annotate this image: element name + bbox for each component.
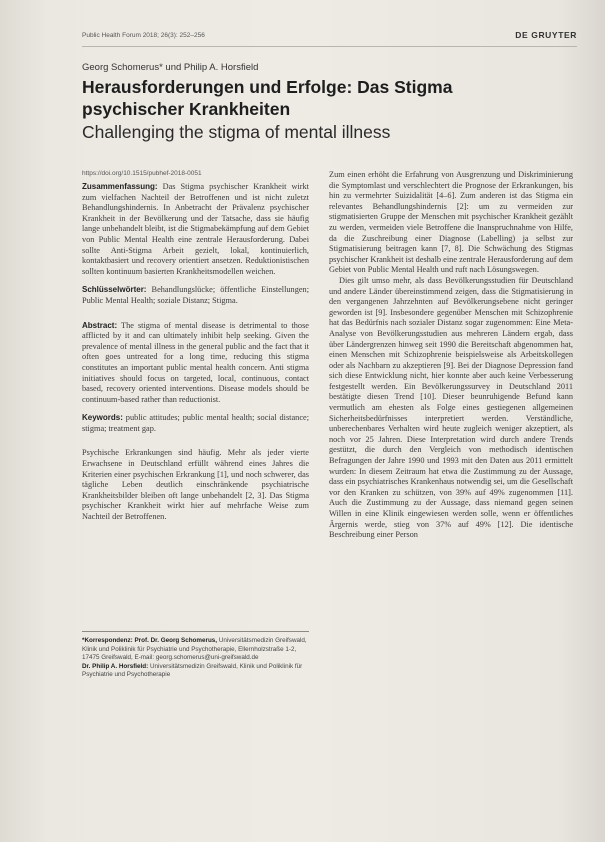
right-column <box>329 170 573 541</box>
zusammenfassung-paragraph <box>82 182 309 277</box>
running-head <box>82 26 577 47</box>
zusammenfassung-label: Zusammenfassung: <box>82 182 158 191</box>
abstract-text: The stigma of mental disease is detrimental to those afflicted by it and can ultimately inhibit help seeking. Given the prevalence of mental illness in the general public and the fact that it often goes untreated for a long time, reducing this stigma constitutes an important public mental health concern. Anti stigma initiatives should focus on targeted, local, continuous, contact based, recovery oriented interventions. Disease models should be continuum-based rather than reductionist. <box>82 320 309 404</box>
schluesselwoerter-label: Schlüsselwörter: <box>82 285 147 295</box>
correspondence-footnote <box>82 631 309 680</box>
abstract-label: Abstract: <box>82 320 118 330</box>
keywords-paragraph <box>82 413 309 434</box>
schluesselwoerter-text: Behandlungslücke; öffentliche Einstellungen; Public Mental Health; soziale Distanz; Stigma. <box>82 285 309 305</box>
correspondence-label: *Korrespondenz: Prof. Dr. Georg Schomerus, <box>82 637 218 644</box>
keywords-text: public attitudes; public mental health; social distance; stigma; treatment gap. <box>82 413 309 433</box>
body-paragraph-1: Zum einen erhöht die Erfahrung von Ausgrenzung und Diskriminierung die Symptomlast und verschlechtert die Prognose der Erkrankungen, bis hin zu vermehrter Suizidalität [4–6]. Zum anderen ist das Stigma ein relevantes Behandlungshindernis [2]: um zu vermeiden zur stigmatisierten Gruppe der Menschen mit psychischer Krankheit gezählt zu werden, vermeiden viele Betroffene die Inanspruchnahme von Hilfe, da die Zuschreibung einer Diagnose (Labelling) ja selbst zur Stigmatisierung beitragen kann [7, 8]. Die Schwächung des Stigmas psychischer Krankheit ist deshalb eine zentrale Herausforderung auf dem Gebiet von Public Mental Health und ruft nach Lösungswegen. <box>329 170 573 275</box>
zusammenfassung-text: Das Stigma psychischer Krankheit wirkt zum vielfachen Nachteil der Betroffenen und ist nicht zuletzt Behandlungshindernis. In Anbetracht der Prävalenz psychischer Krankheit in der Bevölkerung und der Tatsache, dass sie häufig lange unbehandelt bleibt, ist die Stigmabekämpfung auf dem Gebiet von Public Mental Health eine zentrale Herausforderung. Dabei sollte Anti-Stigma Arbeit gezielt, lokal, kontinuierlich, kontaktbasiert und recovery orientiert ansetzen. Reduktionistischen sollten kontinuum basierten Krankheitsmodellen weichen. <box>82 182 309 276</box>
doi-link[interactable]: https://doi.org/10.1515/pubhef-2018-0051 <box>82 170 202 177</box>
abstract-paragraph <box>82 321 309 406</box>
correspondence-note <box>82 637 309 663</box>
left-column <box>82 182 309 523</box>
journal-citation: Public Health Forum 2018; 26(3): 252–256 <box>82 32 205 39</box>
publisher-logo: DE GRUYTER <box>515 30 577 40</box>
coauthor-text: Universitätsmedizin Greifswald, Klinik und Poliklinik für Psychiatrie und Psychotherapie <box>82 662 303 679</box>
coauthor-note <box>82 663 309 680</box>
intro-paragraph: Psychische Erkrankungen sind häufig. Mehr als jeder vierte Erwachsene in Deutschland erfüllt während eines Jahres die Kriterien einer psychischen Erkrankung [1], und noch schwerer, das tägliche Leben deutlich einschränkende psychiatrische Krankheitsbilder bleiben oft lange unbehandelt [2, 3]. Das Stigma psychischer Krankheit wirkt hier auf mehrfache Weise zum Nachteil der Betroffenen. <box>82 448 309 522</box>
article-title-english: Challenging the stigma of mental illness <box>82 122 391 142</box>
keywords-label: Keywords: <box>82 413 123 423</box>
author-line: Georg Schomerus* und Philip A. Horsfield <box>82 62 259 73</box>
schluesselwoerter-paragraph <box>82 285 309 306</box>
article-title-german: Herausforderungen und Erfolge: Das Stigma psychischer Krankheiten <box>82 77 453 119</box>
body-paragraph-2: Dies gilt umso mehr, als dass Bevölkerungsstudien für Deutschland und andere Länder übereinstimmend zeigen, dass die Stigmatisierung in den vergangenen Jahrzehnten auf Bevölkerungsebene nicht geringer geworden ist [9]. Insbesondere gegenüber Menschen mit Schizophrenie hat das Bedürfnis nach sozialer Distanz sogar zugenommen: Eine Meta-Analyse von Bevölkerungsstudien aus mehreren Ländern ergab, dass über Ländergrenzen hinweg seit 1990 die Bereitschaft abgenommen hat, einen Menschen mit Schizophrenie beispielsweise als Arbeitskollegen oder als Nachbarn zu akzeptieren [9]. Bei der Diagnose Depression fand sich diese Entwicklung nicht, hier konnte aber auch keine Verbesserung festgestellt werden. Ein Bevölkerungssurvey in Deutschland 2011 bestätigte diesen Trend [10]. Dieser beunruhigende Befund kann vermutlich am ehesten als Folge eines gestiegenen allgemeinen Sicherheitsbedürfnisses interpretiert werden. Verständliche, unberechenbares Verhalten wird heute zugleich weniger akzeptiert, als noch vor 25 Jahren. Diese Interpretation wird durch andere Trends gestützt, die durch den Vergleich von methodisch identischen Befragungen der Jahre 1990 und 1993 mit den Daten aus 2011 ermittelt wurden: In diesem Zeitraum hat etwa die Zustimmung zu der Aussage, dass ein psychiatrisches Krankenhaus notwendig sei, um die Gesellschaft vor den Kranken zu schützen, von 39% auf 49% zugenommen [11]. Auch die Zustimmung zu der Aussage, dass niemand gegen seinen Willen in eine Klinik eingewiesen werden solle, wenn er öffentliches Ärgernis werde, stieg von 37% auf 49% [12]. Die identische Beschreibung einer Person <box>329 275 573 540</box>
coauthor-label: Dr. Philip A. Horsfield: <box>82 662 149 670</box>
correspondence-text: Universitätsmedizin Greifswald, Klinik und Poliklinik für Psychiatrie und Psychotherapie, Ellernholzstraße 1-2, 17475 Greifswald, E-mail: georg.schomerus@uni-greifswald.de <box>82 637 307 662</box>
